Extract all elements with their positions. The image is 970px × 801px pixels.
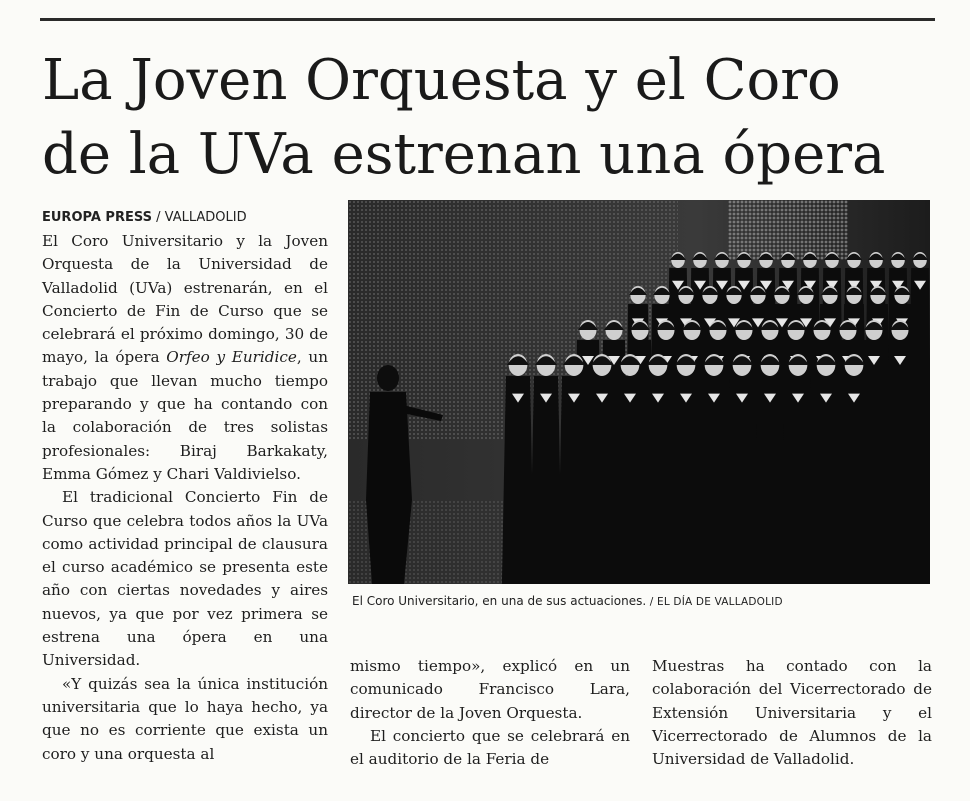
- byline: [42, 208, 247, 228]
- singer-body: [558, 376, 590, 584]
- singer-body: [642, 376, 674, 584]
- article-paragraph-1: [42, 230, 328, 486]
- article-column-1: [42, 230, 328, 766]
- headline-line-2: de la UVa estrenan una ópera: [42, 122, 886, 187]
- singer-body: [530, 376, 562, 584]
- article-column-3: [652, 655, 932, 771]
- singer-body: [838, 376, 870, 584]
- top-rule: [40, 18, 935, 21]
- byline-separator: /: [151, 210, 165, 225]
- singer-body: [614, 376, 646, 584]
- singer-body: [586, 376, 618, 584]
- headline: [42, 44, 942, 192]
- singer-body: [670, 376, 702, 584]
- choir-photo-image: [348, 200, 930, 584]
- article-paragraph-4-cont: Muestras ha contado con la colaboración del Vicerrectorado de Extensión Universitaria y el Vicerrectorado de Alumnos de la Universidad de Valladolid.: [652, 657, 932, 769]
- paragraph-1-text-a: El Coro Universitario y la Joven Orquesta de la Universidad de Valladolid (UVa) estrenarán, en el Concierto de Fin de Curso que se celebrará el próximo domingo, 30 de mayo, la ópera: [42, 232, 328, 367]
- article-paragraph-4: El concierto que se celebrará en el auditorio de la Feria de: [350, 726, 630, 769]
- headline-line-1: La Joven Orquesta y el Coro: [42, 48, 841, 113]
- article-paragraph-3: «Y quizás sea la única institución universitaria que lo haya hecho, ya que no es corriente que exista un coro y una orquesta al: [42, 674, 328, 763]
- singer-body: [726, 376, 758, 584]
- singer-body: [885, 340, 915, 584]
- paragraph-1-text-b: , un trabajo que llevan mucho tiempo preparando y que ha contando con la colaboración de tres solistas profesionales: Biraj Barkakaty, Emma Gómez y Chari Valdivielso.: [42, 348, 328, 483]
- singer-body: [782, 376, 814, 584]
- photo-caption: [352, 592, 932, 611]
- article-column-2: [350, 655, 630, 771]
- singer-body: [810, 376, 842, 584]
- byline-city: VALLADOLID: [164, 210, 247, 225]
- opera-title: Orfeo y Euridice: [166, 348, 297, 367]
- photo-credit: / EL DÍA DE VALLADOLID: [646, 596, 783, 608]
- singer-body: [754, 376, 786, 584]
- article-paragraph-2: El tradicional Concierto Fin de Curso que celebra todos años la UVa como actividad principal de clausura el curso académico se presenta este año con ciertas novedades y aires nuevos, ya que por vez primera se estrena una ópera en una Universidad.: [42, 488, 328, 670]
- article-paragraph-3-cont: mismo tiempo», explicó en un comunicado Francisco Lara, director de la Joven Orquesta.: [350, 657, 630, 722]
- choir-photo: [348, 200, 930, 584]
- singer-body: [698, 376, 730, 584]
- byline-agency: EUROPA PRESS: [42, 210, 152, 225]
- caption-text: El Coro Universitario, en una de sus actuaciones.: [352, 594, 647, 608]
- singer-body: [502, 376, 534, 584]
